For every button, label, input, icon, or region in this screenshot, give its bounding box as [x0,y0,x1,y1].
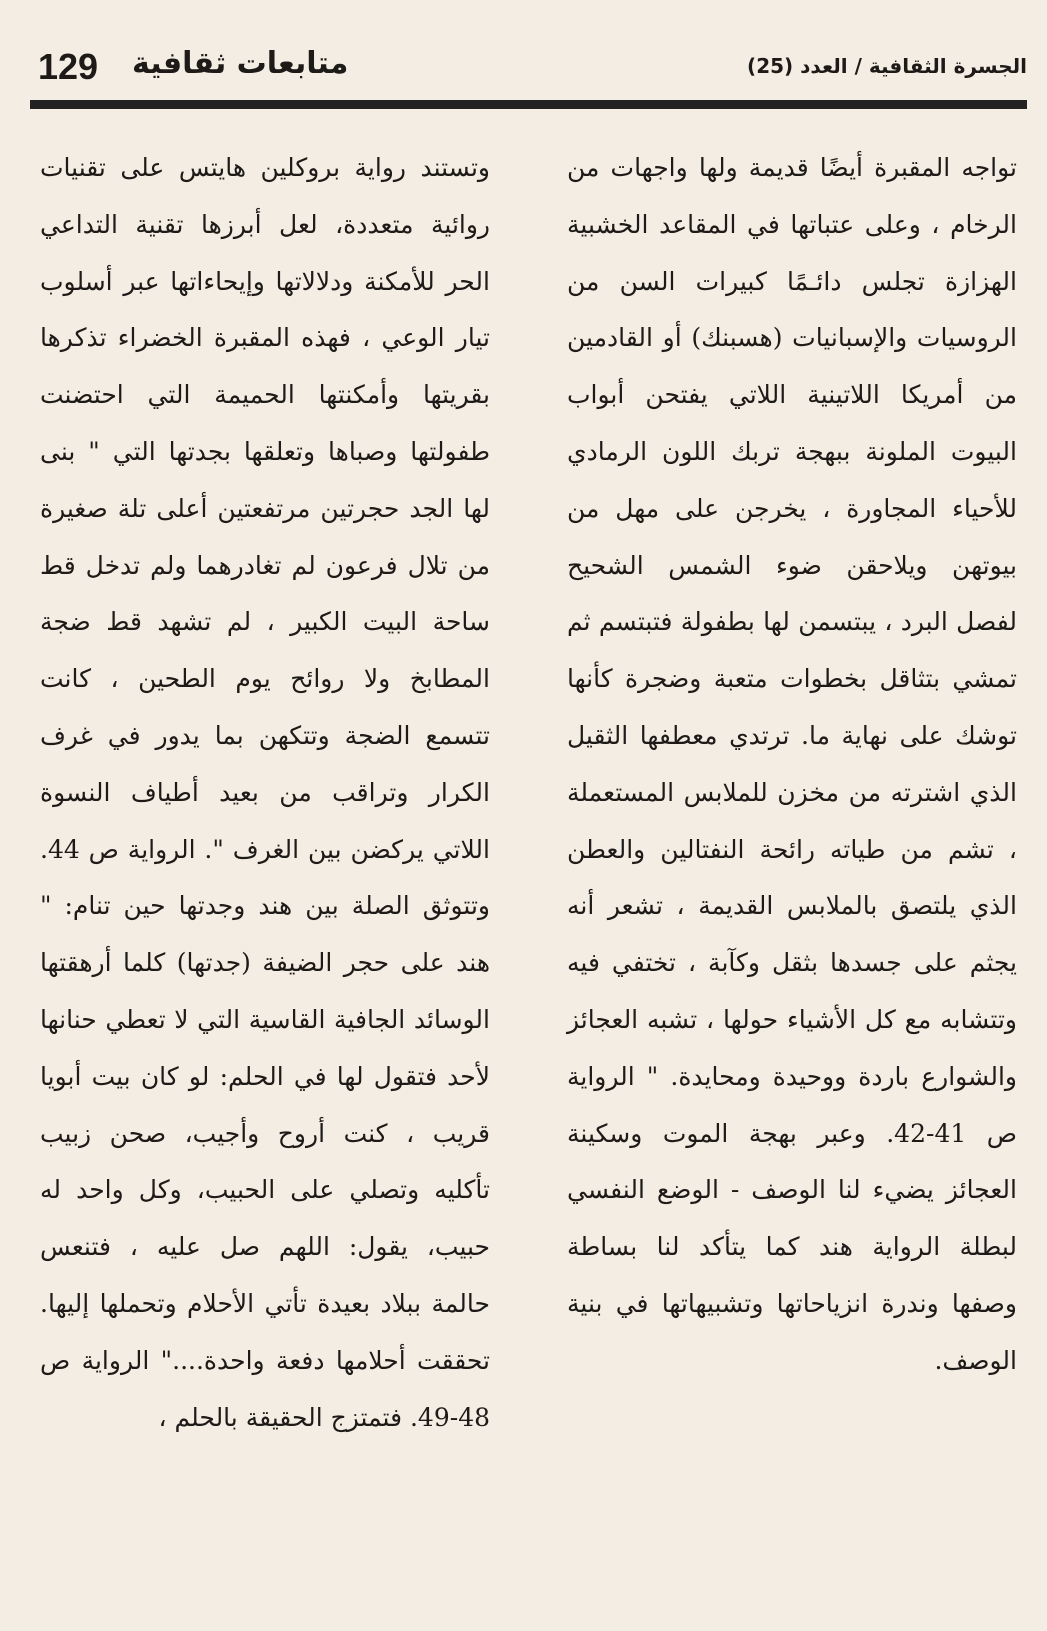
left-column [40,140,490,1446]
header-divider [30,100,1027,109]
magazine-issue: الجسرة الثقافية / العدد (25) [747,54,1027,78]
page-number: 129 [38,46,99,87]
right-column [567,140,1017,1390]
section-title: متابعات ثقافية [132,46,349,81]
right-column-text: تواجه المقبرة أيضًا قديمة ولها واجهات من الرخام ، وعلى عتباتها في المقاعد الخشبية الهزازة تجلس دائـمًا كبيرات السن من الروسيات والإسبانيات (هسبنك) أو القادمين من أمريكا اللاتينية اللاتي يفتحن أبواب البيوت الملونة ببهجة تربك اللون الرمادي للأحياء المجاورة ، يخرجن على مهل من بيوتهن ويلاحقن ضوء الشمس الشحيح لفصل البرد ، يبتسمن لها بطفولة فتبتسم ثم تمشي بتثاقل بخطوات متعبة وضجرة كأنها توشك على نهاية ما. ترتدي معطفها الثقيل الذي اشترته من مخزن للملابس المستعملة ، تشم من طياته رائحة النفتالين والعطن الذي يلتصق بالملابس القديمة ، تشعر أنه يجثم على جسدها بثقل وكآبة ، تختفي فيه وتتشابه مع كل الأشياء حولها ، تشبه العجائز والشوارع باردة ووحيدة ومحايدة. " الرواية ص 41-42. وعبر بهجة الموت وسكينة العجائز يضيء لنا الوصف - الوضع النفسي لبطلة الرواية هند كما يتأكد لنا بساطة وصفها وندرة انزياحاتها وتشبيهاتها في بنية الوصف. [567,153,1017,1375]
left-column-text: وتستند رواية بروكلين هايتس على تقنيات روائية متعددة، لعل أبرزها تقنية التداعي الحر للأمكنة ودلالاتها وإيحاءاتها عبر أسلوب تيار الوعي ، فهذه المقبرة الخضراء تذكرها بقريتها وأمكنتها الحميمة التي احتضنت طفولتها وصباها وتعلقها بجدتها التي " بنى لها الجد حجرتين مرتفعتين أعلى تلة صغيرة من تلال فرعون لم تغادرهما ولم تدخل قط ساحة البيت الكبير ، لم تشهد قط ضجة المطابخ ولا روائح يوم الطحين ، كانت تتسمع الضجة وتتكهن بما يدور في غرف الكرار وتراقب من بعيد أطياف النسوة اللاتي يركضن بين الغرف ". الرواية ص 44. وتتوثق الصلة بين هند وجدتها حين تنام: " هند على حجر الضيفة (جدتها) كلما أرهقتها الوسائد الجافية القاسية التي لا تعطي حنانها لأحد فتقول لها في الحلم: لو كان بيت أبويا قريب ، كنت أروح وأجيب، صحن زبيب تأكليه وتصلي على الحبيب، وكل واحد له حبيب، يقول: اللهم صل عليه ، فتنعس حالمة ببلاد بعيدة تأتي الأحلام وتحملها إليها. تحققت أحلامها دفعة واحدة...." الرواية ص 48-49. فتمتزج الحقيقة بالحلم ، [40,153,490,1432]
